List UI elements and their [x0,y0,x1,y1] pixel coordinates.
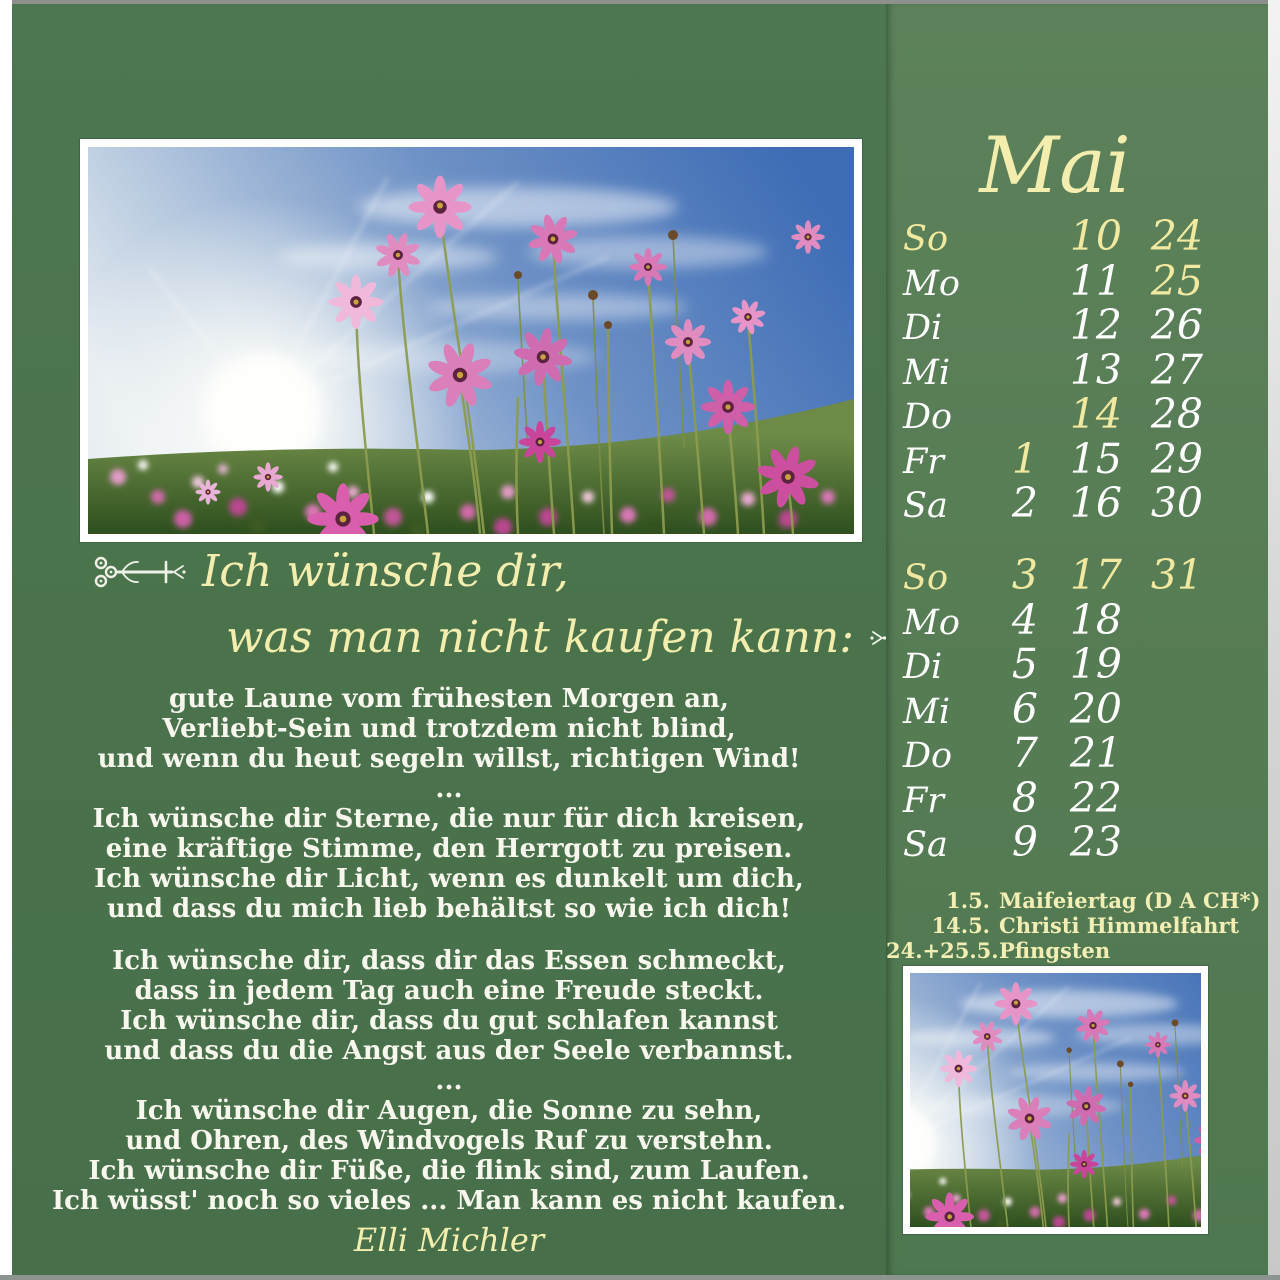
day-number: 10 [1069,212,1122,260]
poem-line: dass in jedem Tag auch eine Freude steckt. [134,976,764,1006]
poem-title-line1: Ich wünsche dir, [202,546,569,597]
day-number: 30 [1150,479,1203,527]
calendar-week-row [886,434,1226,483]
poem-line: eine kräftige Stimme, den Herrgott zu preisen. [105,834,793,864]
page-right-edge [1268,0,1280,1280]
stanza-separator-dots: ... [435,774,463,804]
day-number: 12 [1069,301,1122,349]
poem-line: Ich wünsche dir Augen, die Sonne zu sehn, [135,1096,763,1126]
holiday-row [886,913,1240,938]
day-number: 20 [1069,684,1122,733]
calendar-week-row [886,595,1226,644]
holiday-label: Christi Himmelfahrt [999,913,1240,938]
poem-line: Ich wünsche dir Licht, wenn es dunkelt um dich, [94,864,804,894]
poem-line: Ich wünsche dir Füße, die flink sind, zum Laufen. [88,1156,810,1186]
weekday-label: Mo [903,602,960,643]
day-number: 19 [1069,640,1122,688]
calendar-week-row [886,214,1226,259]
poem-title-line1-row [92,546,569,597]
poem-stanza [12,1096,886,1216]
poem-line: Ich wünsche dir Sterne, die nur für dich kreisen, [92,804,806,834]
main-poem-page [12,4,886,1275]
calendar-weeks-block-2 [886,553,1226,865]
poem-line: Ich wünsche dir, dass du gut schlafen kannst [120,1006,778,1036]
poem-line: Ich wüsst' noch so vieles ... Man kann es nicht kaufen. [52,1186,846,1216]
poem-line: und Ohren, des Windvogels Ruf zu verstehn. [125,1126,773,1156]
day-number: 17 [1069,551,1122,599]
weekday-label: So [903,558,949,598]
day-number: 16 [1069,479,1122,527]
holiday-row [886,888,1261,913]
holiday-date: 24.+25.5. [886,938,999,963]
calendar-week-row [886,345,1226,394]
page-left-edge [0,0,12,1280]
poem-line: gute Laune vom frühesten Morgen an, [169,684,729,714]
day-number: 14 [1069,390,1122,438]
day-number: 18 [1069,595,1122,644]
poem-line: Verliebt-Sein und trotzdem nicht blind, [162,714,736,744]
poem-title-line2-row [226,612,964,663]
weekday-label: Fr [903,780,945,821]
photo-frame-large [80,139,862,542]
day-number: 5 [1011,640,1038,688]
calendar-week-row [886,684,1226,733]
poem-title-line2: was man nicht kaufen kann: [226,612,855,663]
day-number: 15 [1069,434,1122,483]
month-title: Mai [979,121,1131,211]
page-bottom-edge [0,1275,1280,1280]
day-number: 28 [1150,390,1203,438]
author-name: Elli Michler [353,1221,545,1259]
calendar-week-row [886,303,1226,348]
cosmos-meadow-photo-small [910,973,1201,1227]
calendar-weeks-block-1 [886,214,1226,526]
calendar-week-row [886,256,1226,305]
day-number: 24 [1150,212,1203,260]
weekday-label: Fr [903,441,945,482]
poem-stanza [12,946,886,1096]
day-number: 29 [1150,434,1203,483]
day-number: 31 [1150,551,1203,599]
weekday-label: Sa [903,825,948,865]
poem-text [12,684,886,1258]
weekday-label: Mo [903,263,960,304]
day-number: 21 [1069,729,1122,777]
day-number: 11 [1069,256,1122,305]
day-number: 2 [1011,479,1038,527]
day-number: 6 [1011,684,1038,733]
poem-line: und dass du die Angst aus der Seele verbannst. [104,1036,794,1066]
day-number: 23 [1069,818,1122,866]
poem-stanza [12,684,886,804]
day-number: 8 [1011,773,1038,822]
poem-line: Ich wünsche dir, dass dir das Essen schmeckt, [112,946,786,976]
holiday-row [886,938,1226,963]
day-number: 22 [1069,773,1122,822]
holiday-label: Maifeiertag (D A CH*) [999,888,1261,913]
calendar-week-row [886,820,1226,865]
calendar-strip [886,4,1268,1275]
calendar-week-row [886,773,1226,822]
weekday-label: Sa [903,486,948,526]
day-number: 25 [1150,256,1203,305]
day-number: 1 [1011,434,1038,483]
poem-line: und wenn du heut segeln willst, richtigen Wind! [97,744,801,774]
weekday-label: Do [903,397,953,437]
day-number: 9 [1011,818,1038,866]
weekday-label: Mi [903,352,951,393]
day-number: 7 [1011,729,1038,777]
day-number: 3 [1011,551,1038,599]
weekday-label: Di [903,647,943,687]
calligraphic-divider-icon [92,550,188,594]
calendar-week-row [886,553,1226,598]
calendar-week-row [886,731,1226,776]
calendar-week-row [886,642,1226,687]
holiday-date: 1.5. [946,888,990,913]
day-number: 13 [1069,345,1122,394]
holiday-label: Pfingsten [999,938,1111,963]
calendar-week-row [886,481,1226,526]
weekday-label: So [903,219,949,259]
weekday-label: Mi [903,691,951,732]
photo-frame-small [903,966,1208,1234]
cosmos-meadow-photo [88,147,854,534]
holiday-date: 14.5. [931,913,990,938]
holiday-list [886,888,1261,963]
day-number: 26 [1150,301,1203,349]
day-number: 4 [1011,595,1038,644]
weekday-label: Di [903,308,943,348]
calendar-week-row [886,392,1226,437]
stanza-separator-dots: ... [435,1066,463,1096]
weekday-label: Do [903,736,953,776]
poem-line: und dass du mich lieb behältst so wie ich dich! [106,894,792,924]
poem-stanza [12,804,886,924]
day-number: 27 [1150,345,1203,394]
